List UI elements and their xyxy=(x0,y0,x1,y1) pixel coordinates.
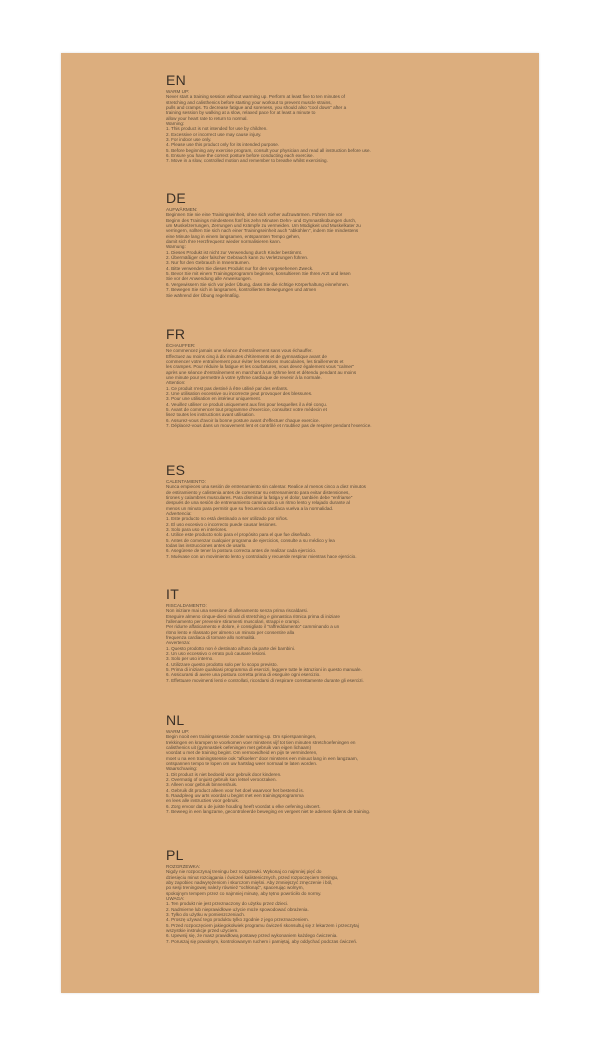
text-line: 2. Overmatig of onjuist gebruik kan letsel veroorzaken. xyxy=(166,777,277,783)
text-line: 5. Prima di iniziare qualsiasi programma di esercizi, leggere tutte le istruzioni in questo manuale. xyxy=(166,667,362,673)
text-line: 5. Bevor Sie mit einem Trainingsprogramm beginnen, konsultieren Sie Ihren Arzt und lesen xyxy=(166,271,351,277)
text-line: aby zapobiec nadwyrężeniom i skurczom mięśni. Aby zmniejszyć zmęczenie i ból, xyxy=(166,880,333,886)
section-body xyxy=(166,729,488,815)
text-line: verringern, sollten Sie sich nach einer Trainingseinheit auch "abkühlen", indem Sie mindestens xyxy=(166,228,359,234)
text-line: 6. Zorg ervoor dat u de juiste houding heeft voordat u elke oefening uitvoert. xyxy=(166,803,321,809)
text-line: ontspannen tempo te lopen om uw hartslag weer normaal te laten worden. xyxy=(166,761,318,767)
text-line: 5. Avant de commencer tout programme d'exercice, consultez votre médecin et xyxy=(166,407,327,413)
text-line: Sie während der Übung regelmäßig. xyxy=(166,292,240,298)
text-line: pulls and cramps. To decrease fatigue and soreness, you should also "cool down" after a xyxy=(166,105,347,111)
text-line: tirones y calambres musculares. Para disminuir la fatiga y el dolor, también debe "enfriarse" xyxy=(166,495,353,501)
text-line: une minute pour permettre à votre rythme cardiaque de revenir à la normale. xyxy=(166,375,322,381)
text-line: po sesji treningowej należy również "ochłonąć", spacerując wolnym, xyxy=(166,885,304,891)
text-line: ROZGRZEWKA: xyxy=(166,864,201,869)
text-line: 3. Solo per uso interno. xyxy=(166,656,214,662)
text-line: 5. Przed rozpoczęciem jakiegokolwiek programu ćwiczeń skonsultuj się z lekarzem i przeczytaj xyxy=(166,922,359,928)
text-line: Beginnen Sie nie eine Trainingseinheit, ohne sich vorher aufzuwärmen. Führen Sie vor xyxy=(166,212,343,218)
text-line: WARM UP: xyxy=(166,729,190,734)
text-line: después de una sesión de entrenamiento caminando a un ritmo lento y relajado durante al xyxy=(166,500,350,506)
section-en xyxy=(166,73,488,164)
section-body xyxy=(166,343,488,429)
text-line: todas las instrucciones antes de usarlo. xyxy=(166,543,247,549)
language-code: NL xyxy=(166,712,185,728)
text-line: commencer votre entraînement pour éviter les tensions musculaires, les tiraillements et xyxy=(166,359,344,365)
section-nl xyxy=(166,713,488,815)
text-line: spokojnym tempem przez co najmniej minutę, aby tętno powróciło do normy. xyxy=(166,890,322,896)
text-line: CALENTAMIENTO: xyxy=(166,479,206,484)
text-line: dziesięciu minut rozciągania i ćwiczeń kalistenicznych, przed rozpoczęciem treningu, xyxy=(166,874,339,880)
text-line: 7. Muévase con un movimiento lento y controlado y recuerde respirar mientras hace ejercicio. xyxy=(166,553,357,559)
text-line: 6. Vergewissern Sie sich vor jeder Übung, dass Sie die richtige Körperhaltung einnehmen. xyxy=(166,281,350,287)
text-line: 3. Tylko do użytku w pomieszczeniach. xyxy=(166,912,246,918)
text-line: wszystkie instrukcje przed użyciem. xyxy=(166,928,239,934)
text-line: voordat u met de training begint. Om vermoeidheid en pijn te verminderen, xyxy=(166,750,318,756)
text-line: Non iniziare mai una sessione di allenamento senza prima riscaldarsi. xyxy=(166,608,308,614)
text-line: Avvertenza: xyxy=(166,640,191,646)
text-line: 2. Une utilisation excessive ou incorrecte peut provoquer des blessures. xyxy=(166,391,313,397)
text-line: 7. Déplacez-vous dans un mouvement lent et contrôlé et n'oubliez pas de respirer pendant l'exercice. xyxy=(166,423,372,429)
text-line: 4. Utilice este producto solo para el propósito para el que fue diseñado. xyxy=(166,532,312,538)
text-line: RISCALDAMENTO: xyxy=(166,603,207,608)
text-line: um Muskelzerrungen, Zerrungen und Krämpfe zu vermeiden. Um Müdigkeit und Muskelkater zu xyxy=(166,223,361,229)
text-line: Nigdy nie rozpoczynaj treningu bez rozgrzewki. Wykonaj co najmniej pięć do xyxy=(166,869,322,875)
language-code: EN xyxy=(166,72,187,88)
text-line: après une séance d'entraînement en marchant à un rythme lent et détendu pendant au moins xyxy=(166,369,357,375)
text-line: 3. Pour une utilisation en intérieur uniquement. xyxy=(166,396,261,402)
text-line: 6. Upewnij się, że masz prawidłową postawę przed wykonaniem każdego ćwiczenia. xyxy=(166,933,338,939)
text-line: Per ridurre affaticamento e dolore, è consigliato il "raffreddamento" camminando a un xyxy=(166,624,340,630)
text-line: 2. Nadmierne lub nieprawidłowe użycie może spowodować obrażenia. xyxy=(166,906,309,912)
text-line: Begin nooit een trainingssessie zonder warming-up. Om spierspanningen, xyxy=(166,734,317,740)
text-line: 4. Proszę używać tego produktu tylko zgodnie z jego przeznaczeniem. xyxy=(166,917,309,923)
text-line: Waarschuwing: xyxy=(166,766,198,772)
text-line: Never start a training session without warming up. Perform at least five to ten minutes of xyxy=(166,94,345,100)
language-code: PL xyxy=(166,847,184,863)
text-line: 4. Gebruik dit product alleen voor het doel waarvoor het bestemd is. xyxy=(166,787,304,793)
text-line: 3. Solo para uso en interiores. xyxy=(166,527,228,533)
text-line: 1. Este producto no está destinado a ser utilizado por niños. xyxy=(166,516,289,522)
text-line: 3. Nur für den Gebrauch in Innenräumen. xyxy=(166,260,251,266)
text-line: 1. Ce produit n'est pas destiné à être utilisé par des enfants. xyxy=(166,385,289,391)
text-line: 4. Please use this product only for its intended purpose. xyxy=(166,142,280,148)
section-body xyxy=(166,864,488,944)
text-line: menos un minuto para permitir que su frecuencia cardíaca vuelva a la normalidad. xyxy=(166,505,334,511)
text-line: training session by walking at a slow, relaxed pace for at least a minute to xyxy=(166,110,316,116)
text-line: eine Minute lang in einem langsamen, entspannten Tempo gehen, xyxy=(166,233,301,239)
section-body xyxy=(166,603,488,683)
text-line: les crampes. Pour réduire la fatigue et les courbatures, vous devez également vous "calmer" xyxy=(166,364,355,370)
text-line: Attention: xyxy=(166,380,186,386)
section-body xyxy=(166,89,488,164)
text-line: Sie vor der Anwendung alle Anweisungen. xyxy=(166,276,252,282)
text-line: lisez toutes les instructions avant utilisation. xyxy=(166,412,255,418)
text-line: AUFWÄRMEN: xyxy=(166,207,198,212)
text-line: Eseguire almeno cinque-dieci minuti di stretching e ginnastica ritmica prima di iniziare xyxy=(166,613,340,619)
text-line: 7. Beweeg in een langzame, gecontroleerde beweging en vergeet niet te ademen tijdens de training. xyxy=(166,809,371,815)
text-line: 1. Dit product is niet bedoeld voor gebruik door kinderen. xyxy=(166,771,282,777)
section-body xyxy=(166,479,488,559)
text-line: WARM UP: xyxy=(166,89,190,94)
text-line: ÉCHAUFFER: xyxy=(166,343,196,348)
text-line: Ne commencez jamais une séance d'entraînement sans vous échauffer. xyxy=(166,348,313,354)
text-line: Effectuez au moins cinq à dix minutes d'étirements et de gymnastique avant de xyxy=(166,353,327,359)
text-line: 1. This product is not intended for use by children. xyxy=(166,126,268,132)
text-line: 2. El uso excesivo o incorrecto puede causar lesiones. xyxy=(166,521,277,527)
text-line: 2. Übermäßiger oder falscher Gebrauch kann zu Verletzungen führen. xyxy=(166,255,309,261)
text-line: l'allenamento per prevenire stiramenti muscolari, strappi e crampi. xyxy=(166,619,300,625)
text-line: calisthenics uit (gymnastiek oefeningen met gebruik van eigen lichaam) xyxy=(166,745,312,751)
text-line: 7. Effettuare movimenti lenti e controllati, ricordarsi di respirare correttamente durante gli esercizi. xyxy=(166,677,364,683)
language-code: ES xyxy=(166,462,186,478)
text-line: 3. For indoor use only. xyxy=(166,137,212,143)
text-line: Warnung: xyxy=(166,244,186,250)
text-line: 5. Before beginning any exercise program, consult your physician and read all instruction before use. xyxy=(166,147,371,153)
section-de xyxy=(166,191,488,298)
text-line: 3. Alleen voor gebruik binnenshuis. xyxy=(166,782,238,788)
section-es xyxy=(166,463,488,559)
text-line: moet u na een trainingssessie ook "afkoelen" door minstens een minuut lang in een langzaam, xyxy=(166,755,358,761)
language-code: IT xyxy=(166,586,180,602)
text-line: UWAGA: xyxy=(166,896,185,902)
language-code: DE xyxy=(166,190,187,206)
text-line: 4. Veuillez utiliser ce produit uniquement aux fins pour lesquelles il a été conçu. xyxy=(166,401,328,407)
text-line: trekkingen en krampen te voorkomen voer minstens vijf tot tien minuten stretchoefeningen en xyxy=(166,739,356,745)
text-line: damit sich Ihre Herzfrequenz wieder normalisieren kann. xyxy=(166,239,281,245)
text-line: 6. Assurez-vous d'avoir la bonne posture avant d'effectuer chaque exercice. xyxy=(166,417,320,423)
text-line: 7. Poruszaj się powolnym, kontrolowanym ruchem i pamiętaj, aby oddychać podczas ćwiczeń. xyxy=(166,938,358,944)
text-line: 7. Move in a slow, controlled motion and remember to breathe whilst exercising. xyxy=(166,158,328,164)
text-line: 6. Asegúrese de tener la postura correcta antes de realizar cada ejercicio. xyxy=(166,548,317,554)
text-line: 4. Utilizzare questo prodotto solo per lo scopo previsto. xyxy=(166,661,278,667)
text-line: 1. Dieses Produkt ist nicht zur Verwendung durch Kinder bestimmt. xyxy=(166,249,303,255)
text-line: 6. Assicurarsi di avere una postura corretta prima di eseguire ogni esercizio. xyxy=(166,672,321,678)
text-line: de estiramiento y calistenia antes de comenzar su entrenamiento para evitar distensiones, xyxy=(166,489,350,495)
section-fr xyxy=(166,327,488,429)
text-line: 6. Ensure you have the correct posture before conducting each exercise. xyxy=(166,153,314,159)
text-line: Warning: xyxy=(166,121,185,127)
text-line: 4. Bitte verwenden Sie dieses Produkt nur für den vorgesehenen Zweck. xyxy=(166,265,314,271)
text-line: 5. Raadpleeg uw arts voordat u begint met een trainingsprogramma xyxy=(166,793,304,799)
text-line: 2. Excessive or incorrect use may cause injury. xyxy=(166,131,262,137)
text-line: allow your heart rate to return to normal. xyxy=(166,115,248,121)
text-line: 5. Antes de comenzar cualquier programa de ejercicios, consulte a su médico y lea xyxy=(166,537,335,543)
section-pl xyxy=(166,848,488,944)
text-line: en lees alle instructies voor gebruik. xyxy=(166,798,240,804)
text-line: 1. Questo prodotto non è destinato all'uso da parte dei bambini. xyxy=(166,645,296,651)
text-line: 2. Un uso eccessivo o errato può causare lesioni. xyxy=(166,651,267,657)
section-it xyxy=(166,587,488,683)
text-line: Advertencia: xyxy=(166,511,192,517)
text-line: Nunca empieces una sesión de entrenamiento sin calentar. Realice al menos cinco a diez minutos xyxy=(166,484,366,490)
text-line: ritmo lento e rilassato per almeno un minuto per consentire alla xyxy=(166,629,295,635)
text-line: frequenza cardiaca di tornare allo normalità. xyxy=(166,635,256,641)
section-body xyxy=(166,207,488,298)
instruction-sheet xyxy=(61,53,539,993)
text-line: Beginn des Trainings mindestens fünf bis zehn Minuten Dehn- und Gymnastikübungen durch, xyxy=(166,217,357,223)
text-line: 7. Bewegen Sie sich in langsamen, kontrollierten Bewegungen und atmen xyxy=(166,287,317,293)
text-line: stretching and calisthenics before starting your workout to prevent muscle strains, xyxy=(166,99,332,105)
text-line: 1. Ten produkt nie jest przeznaczony do użytku przez dzieci. xyxy=(166,901,289,907)
language-code: FR xyxy=(166,326,186,342)
